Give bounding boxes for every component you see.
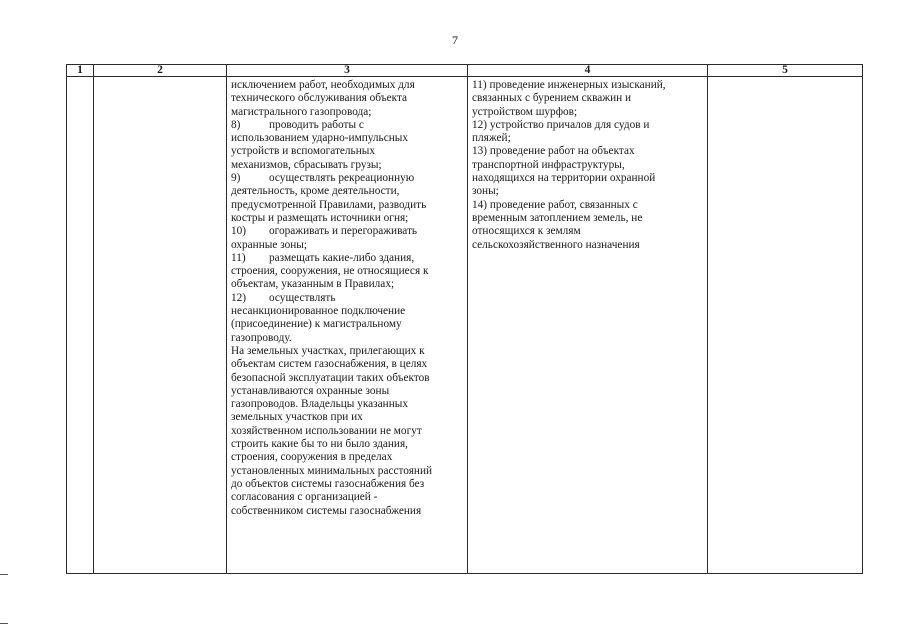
- text-line: [231, 318, 464, 331]
- cell-col-3: [227, 77, 468, 574]
- line-text: газопроводу.: [231, 331, 292, 344]
- text-line: [231, 478, 464, 491]
- line-text: охранные зоны;: [231, 238, 308, 251]
- header-col-2: 2: [94, 65, 227, 77]
- body-row: [67, 77, 863, 574]
- header-col-3: 3: [227, 65, 468, 77]
- line-text: безопасной эксплуатации таких объектов: [231, 371, 430, 384]
- text-line: 14) проведение работ, связанных с: [472, 198, 638, 211]
- item-number: 11): [231, 251, 246, 264]
- text-line: [231, 465, 464, 478]
- line-text: исключением работ, необходимых для: [231, 79, 415, 91]
- line-text: предусмотренной Правилами, разводить: [231, 198, 427, 211]
- text-line: [231, 252, 464, 265]
- text-line: сельскохозяйственного назначения: [472, 238, 640, 251]
- text-line: 11) проведение инженерных изысканий,: [472, 79, 666, 91]
- line-text: несанкционированное подключение: [231, 305, 406, 318]
- text-line: [231, 425, 464, 438]
- line-text: собственником системы газоснабжения: [231, 504, 422, 517]
- text-line: временным затоплением земель, не: [472, 211, 643, 224]
- line-text: огораживать и перегораживать: [269, 225, 418, 238]
- text-line: [231, 212, 464, 225]
- cell-col-5: [708, 77, 863, 574]
- line-text: механизмов, сбрасывать грузы;: [231, 158, 382, 171]
- line-text: газопроводов. Владельцы указанных: [231, 398, 408, 411]
- text-line: [231, 305, 464, 318]
- text-line: [231, 119, 464, 132]
- text-line: связанных с бурением скважин и: [472, 92, 632, 105]
- item-number: 10): [231, 225, 247, 238]
- item-number: 9): [231, 172, 241, 185]
- header-row: [67, 65, 863, 77]
- text-line: 12) устройство причалов для судов и: [472, 118, 650, 131]
- text-line: [231, 239, 464, 252]
- text-line: [231, 132, 464, 145]
- text-line: находящихся на территории охранной: [472, 172, 656, 185]
- text-line: [231, 185, 464, 198]
- text-line: [231, 398, 464, 411]
- text-line: [231, 145, 464, 158]
- text-line: [231, 505, 464, 518]
- item-number: 8): [231, 118, 241, 131]
- line-text: объектам систем газоснабжения, в целях: [231, 358, 428, 371]
- line-text: согласования с организацией -: [231, 491, 378, 504]
- text-line: [231, 372, 464, 385]
- text-line: [231, 438, 464, 451]
- line-text: строения, сооружения в пределах: [231, 451, 393, 464]
- text-line: [231, 79, 464, 92]
- line-text: деятельность, кроме деятельности,: [231, 185, 400, 198]
- item-number: 12): [231, 291, 247, 304]
- line-text: строения, сооружения, не относящиеся к: [231, 265, 429, 278]
- text-line: [231, 199, 464, 212]
- line-text: земельных участков при их: [231, 411, 363, 424]
- text-line: [231, 451, 464, 464]
- line-text: строить какие бы то ни было здания,: [231, 438, 408, 451]
- line-text: На земельных участках, прилегающих к: [231, 344, 425, 357]
- text-line: [231, 172, 464, 185]
- line-text: осуществлять рекреационную: [269, 172, 415, 185]
- line-text: устанавливаются охранные зоны: [231, 384, 390, 397]
- restrictions-text: [227, 77, 467, 571]
- text-line: транспортной инфраструктуры,: [472, 158, 625, 171]
- text-line: зоны;: [472, 185, 499, 198]
- text-line: [231, 491, 464, 504]
- text-line: [231, 92, 464, 105]
- line-text: использованием ударно-импульсных: [231, 132, 408, 145]
- header-col-1: 1: [67, 65, 94, 77]
- line-text: до объектов системы газоснабжения без: [231, 477, 425, 490]
- text-line: [231, 385, 464, 398]
- page-number: 7: [452, 33, 458, 47]
- margin-mark: [0, 574, 8, 575]
- text-line: [231, 265, 464, 278]
- cell-col-2: [94, 77, 227, 574]
- margin-mark: [0, 623, 8, 624]
- text-line: пляжей;: [472, 132, 511, 145]
- text-line: [231, 278, 464, 291]
- text-line: [231, 292, 464, 305]
- text-line: [231, 332, 464, 345]
- line-text: установленных минимальных расстояний: [231, 464, 433, 477]
- document-table: [66, 64, 863, 574]
- line-text: проводить работы с: [269, 118, 364, 131]
- text-line: [231, 345, 464, 358]
- line-text: технического обслуживания объекта: [231, 92, 408, 105]
- header-col-5: 5: [708, 65, 863, 77]
- line-text: костры и размещать источники огня;: [231, 211, 409, 224]
- header-col-4: 4: [468, 65, 708, 77]
- text-line: устройством шурфов;: [472, 105, 578, 118]
- text-line: 13) проведение работ на объектах: [472, 145, 635, 158]
- line-text: осуществлять: [269, 291, 336, 304]
- text-line: [231, 358, 464, 371]
- permitted-works-text: [468, 77, 707, 571]
- text-line: относящихся к землям: [472, 225, 581, 238]
- text-line: [231, 411, 464, 424]
- text-line: [231, 106, 464, 119]
- line-text: магистрального газопровода;: [231, 105, 372, 118]
- text-line: [231, 159, 464, 172]
- text-line: [231, 225, 464, 238]
- line-text: устройств и вспомогательных: [231, 145, 375, 158]
- cell-col-1: [67, 77, 94, 574]
- line-text: (присоединение) к магистральному: [231, 318, 402, 331]
- line-text: размещать какие-либо здания,: [269, 251, 415, 264]
- line-text: хозяйственном использовании не могут: [231, 424, 422, 437]
- cell-col-4: [468, 77, 708, 574]
- line-text: объектам, указанным в Правилах;: [231, 278, 395, 291]
